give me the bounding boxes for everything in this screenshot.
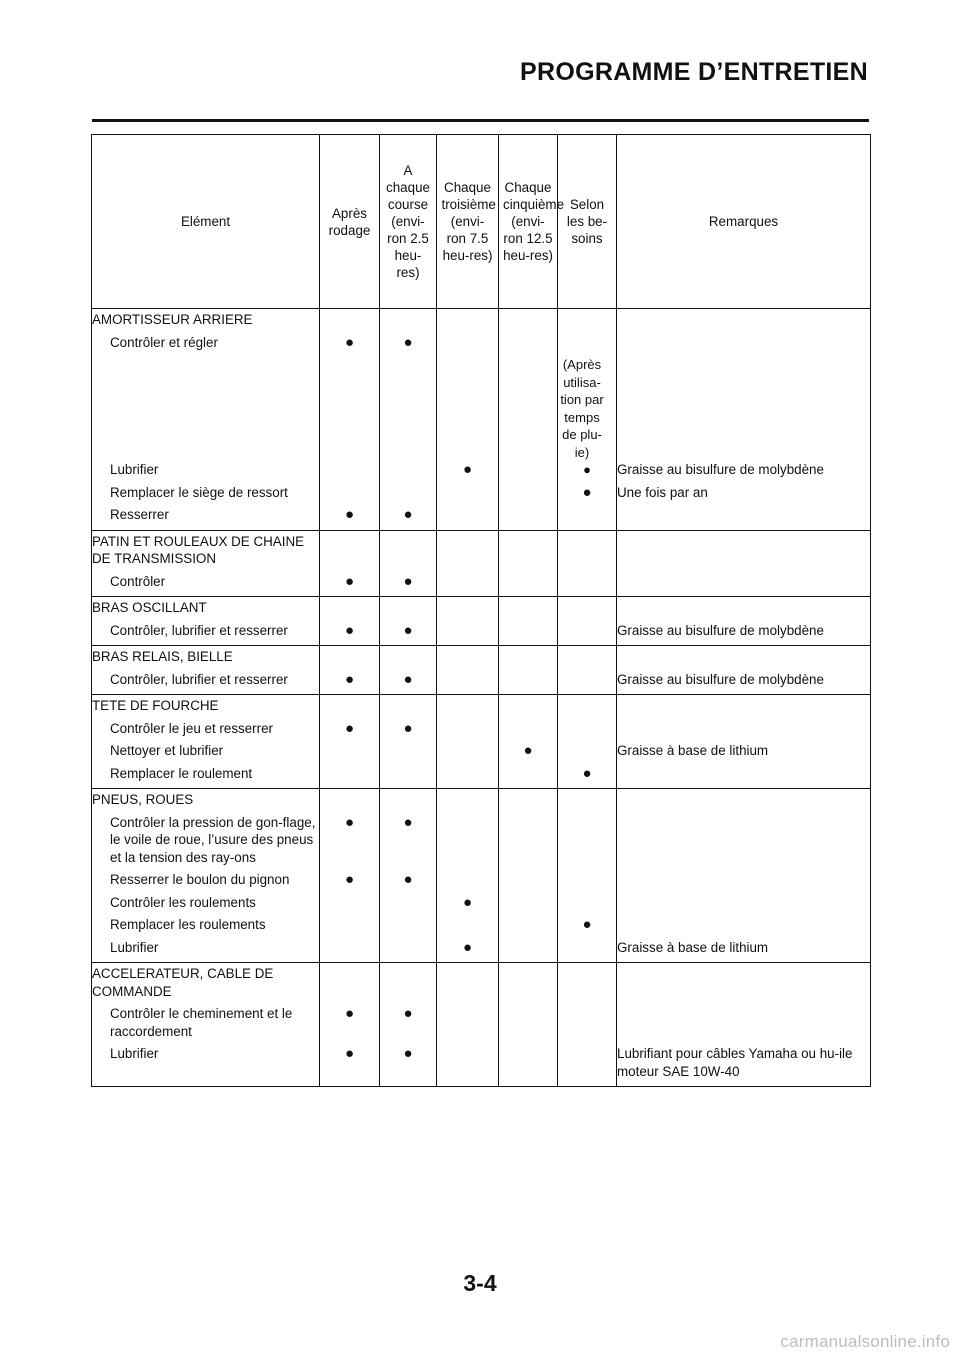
table-row [92, 911, 871, 934]
bullet-mark: ● [320, 866, 380, 889]
item-remark: Graisse au bisulfure de molybdène [617, 617, 871, 646]
bullet-mark: ● [437, 934, 499, 963]
bullet-mark: ● [320, 568, 380, 597]
item-remark: Graisse au bisulfure de molybdène [617, 666, 871, 695]
bullet-mark: ● [320, 809, 380, 867]
category-row [92, 963, 871, 1001]
category-row [92, 530, 871, 568]
col-header-remarks: Remarques [617, 135, 871, 309]
table-row [92, 351, 871, 479]
bullet-mark: ● [320, 666, 380, 695]
item-label: Remplacer les roulements [92, 911, 320, 934]
item-remark: Lubrifiant pour câbles Yamaha ou hu-ile moteur SAE 10W-40 [617, 1040, 871, 1087]
bullet-mark: ● [320, 1000, 380, 1040]
bullet-mark: ● [320, 501, 380, 530]
item-label: Contrôler, lubrifier et resserrer [92, 666, 320, 695]
item-remark [617, 889, 871, 912]
table-row [92, 809, 871, 867]
item-remark [617, 911, 871, 934]
item-label: Resserrer [92, 501, 320, 530]
item-label: Resserrer le boulon du pignon [92, 866, 320, 889]
item-remark [617, 568, 871, 597]
page-number: 3-4 [463, 1270, 497, 1296]
item-label: Contrôler le jeu et resserrer [92, 715, 320, 738]
item-label: Lubrifier [92, 351, 320, 479]
col-header-after-break-in: Après rodage [320, 135, 380, 309]
bullet-mark: ● [380, 1000, 437, 1040]
item-remark [617, 866, 871, 889]
page-title: PROGRAMME D’ENTRETIEN [520, 58, 868, 86]
category-row [92, 309, 871, 329]
item-label: Nettoyer et lubrifier [92, 737, 320, 760]
item-label: Remplacer le siège de ressort [92, 479, 320, 502]
item-remark [617, 715, 871, 738]
category-label: BRAS OSCILLANT [92, 597, 320, 617]
col-header-every-third: Chaque troisième (envi-ron 7.5 heu-res) [437, 135, 499, 309]
table-row [92, 889, 871, 912]
bullet-mark: ● [558, 760, 617, 789]
item-label: Lubrifier [92, 934, 320, 963]
category-row [92, 646, 871, 666]
col-header-as-needed: Selon les be-soins [558, 135, 617, 309]
category-label: TETE DE FOURCHE [92, 695, 320, 715]
item-remark [617, 329, 871, 352]
bullet-mark: ● [380, 809, 437, 867]
bullet-mark: ● [380, 666, 437, 695]
category-label: PNEUS, ROUES [92, 789, 320, 809]
bullet-mark: ● [380, 329, 437, 352]
item-label: Contrôler et régler [92, 329, 320, 352]
table-row [92, 617, 871, 646]
bullet-mark: ● [437, 889, 499, 912]
category-row [92, 597, 871, 617]
bullet-mark: ● [320, 1040, 380, 1087]
item-remark: Graisse au bisulfure de molybdène [617, 351, 871, 479]
watermark: carmanualsonline.info [780, 1332, 950, 1351]
table-row [92, 760, 871, 789]
title-rule [92, 119, 869, 122]
item-label: Contrôler [92, 568, 320, 597]
item-label: Contrôler le cheminement et le raccordement [92, 1000, 320, 1040]
category-row [92, 789, 871, 809]
bullet-mark: ● [380, 501, 437, 530]
item-remark [617, 760, 871, 789]
bullet-mark: ● [380, 568, 437, 597]
bullet-mark: ● [320, 617, 380, 646]
bullet-mark: ● [583, 462, 591, 477]
bullet-mark: ● [558, 911, 617, 934]
col-header-every-fifth: Chaque cinquième (envi-ron 12.5 heu-res) [499, 135, 558, 309]
table-row [92, 666, 871, 695]
item-remark: Graisse à base de lithium [617, 737, 871, 760]
table-row [92, 329, 871, 352]
item-label: Contrôler, lubrifier et resserrer [92, 617, 320, 646]
item-remark [617, 809, 871, 867]
bullet-mark: ● [558, 479, 617, 502]
table-row [92, 1040, 871, 1087]
bullet-mark: ● [380, 617, 437, 646]
table-row [92, 737, 871, 760]
col-header-each-race: A chaque course (envi-ron 2.5 heu-res) [380, 135, 437, 309]
bullet-mark: ● [380, 1040, 437, 1087]
item-remark: Une fois par an [617, 479, 871, 502]
item-remark: Graisse à base de lithium [617, 934, 871, 963]
category-label: AMORTISSEUR ARRIERE [92, 309, 320, 329]
col-header-element: Elément [92, 135, 320, 309]
as-needed-cell [558, 351, 617, 479]
item-label: Remplacer le roulement [92, 760, 320, 789]
bullet-mark: ● [437, 351, 499, 479]
table-row [92, 1000, 871, 1040]
table-row [92, 501, 871, 530]
table-row [92, 934, 871, 963]
item-label: Lubrifier [92, 1040, 320, 1087]
table-row [92, 866, 871, 889]
category-label: BRAS RELAIS, BIELLE [92, 646, 320, 666]
maintenance-table [91, 134, 871, 1087]
item-remark [617, 1000, 871, 1040]
bullet-mark: ● [380, 715, 437, 738]
item-remark [617, 501, 871, 530]
bullet-mark: ● [320, 329, 380, 352]
item-label: Contrôler la pression de gon-flage, le voile de roue, l’usure des pneus et la tension des ray-ons [92, 809, 320, 867]
table-header-row [92, 135, 871, 309]
table-row [92, 479, 871, 502]
category-label: ACCELERATEUR, CABLE DE COMMANDE [92, 963, 320, 1001]
bullet-mark: ● [320, 715, 380, 738]
table-row [92, 568, 871, 597]
item-label: Contrôler les roulements [92, 889, 320, 912]
table-row [92, 715, 871, 738]
category-label: PATIN ET ROULEAUX DE CHAINE DE TRANSMISSION [92, 530, 320, 568]
bullet-mark: ● [380, 866, 437, 889]
category-row [92, 695, 871, 715]
bullet-mark: ● [499, 737, 558, 760]
as-needed-note: (Après utilisa-tion par temps de plu-ie) [560, 357, 604, 460]
